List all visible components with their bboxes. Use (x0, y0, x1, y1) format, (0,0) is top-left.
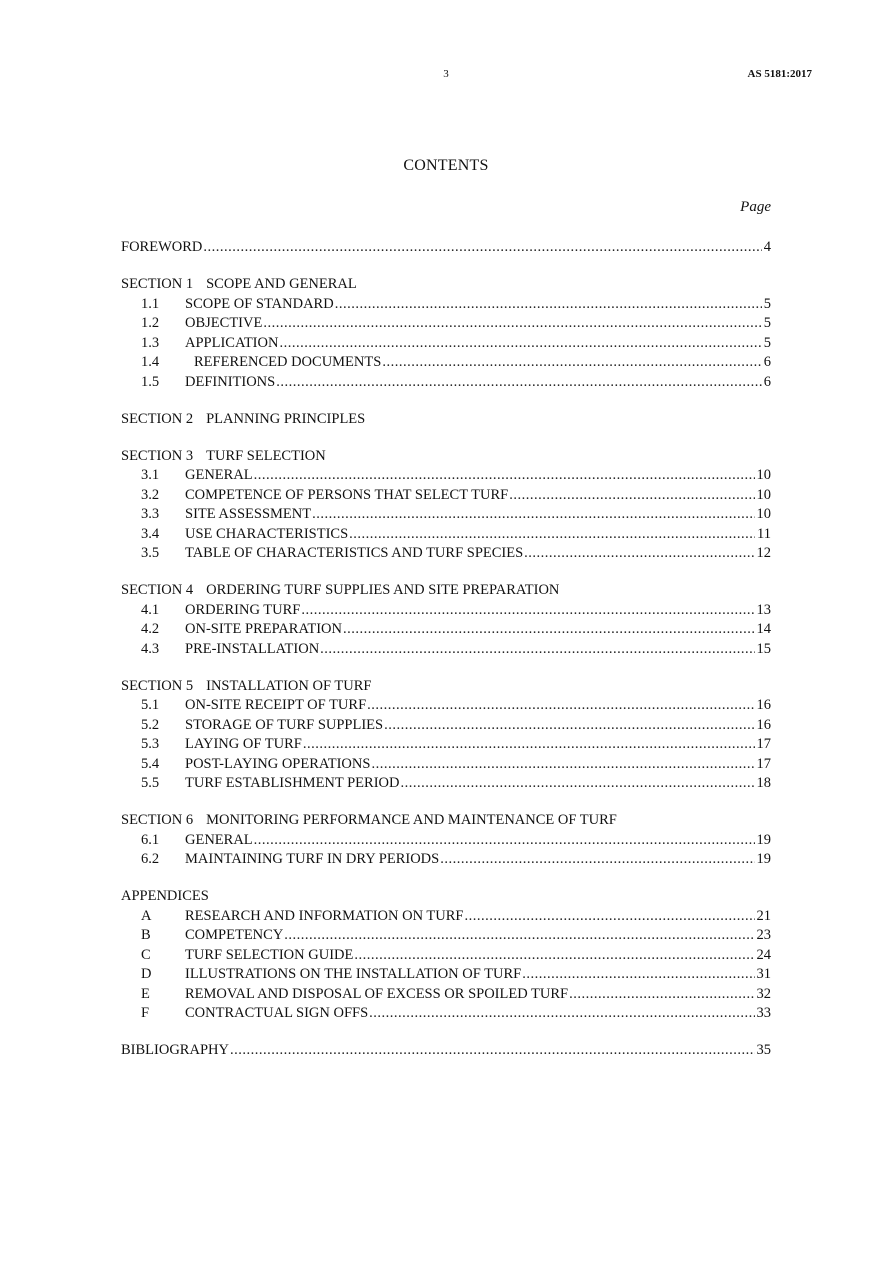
toc-entry-page: 24 (756, 946, 771, 963)
toc-entry-label: STORAGE OF TURF SUPPLIES (185, 716, 384, 733)
section-title: SCOPE AND GENERAL (206, 276, 357, 292)
toc-entry-page: 19 (756, 831, 771, 848)
toc-entry-label: TURF ESTABLISHMENT PERIOD (185, 775, 400, 791)
table-of-contents (121, 238, 771, 1078)
dot-leader (312, 505, 754, 525)
section-number: SECTION 3 (121, 447, 194, 464)
toc-entry-page: 32 (756, 985, 771, 1002)
toc-entry-page: 17 (756, 755, 771, 772)
toc-entry[interactable] (121, 505, 771, 525)
toc-entry[interactable] (121, 735, 771, 755)
dot-leader (522, 965, 754, 985)
toc-entry[interactable] (121, 373, 771, 393)
toc-entry-label: POST-LAYING OPERATIONS (185, 755, 371, 772)
toc-entry-number: 6.1 (141, 831, 160, 848)
toc-entry[interactable] (121, 907, 771, 927)
toc-entry-foreword[interactable] (121, 238, 771, 258)
section-title: ORDERING TURF SUPPLIES AND SITE PREPARATION (206, 582, 560, 598)
toc-entry-bibliography[interactable] (121, 1041, 771, 1061)
toc-section-5 (121, 677, 771, 794)
toc-entry-number: 1.4 (141, 354, 160, 370)
toc-entry-page: 14 (756, 621, 771, 637)
toc-entry[interactable] (121, 1004, 771, 1024)
section-title: TURF SELECTION (206, 447, 326, 464)
section-number: SECTION 6 (121, 812, 194, 828)
toc-entry-number: 1.1 (141, 295, 160, 312)
section-heading[interactable] (121, 447, 771, 467)
toc-entry-page: 33 (756, 1005, 771, 1021)
toc-entry[interactable] (121, 640, 771, 660)
toc-entry-page: 10 (756, 506, 771, 522)
contents-title: CONTENTS (403, 157, 489, 174)
toc-entry-number: 5.3 (141, 736, 160, 752)
toc-entry[interactable] (121, 295, 771, 315)
toc-entry[interactable] (121, 831, 771, 851)
toc-entry-label: ORDERING TURF (185, 601, 301, 618)
toc-entry[interactable] (121, 755, 771, 775)
dot-leader (367, 696, 754, 716)
toc-entry-label: RESEARCH AND INFORMATION ON TURF (185, 907, 464, 924)
toc-entry-label: MAINTAINING TURF IN DRY PERIODS (185, 851, 440, 867)
toc-entry-page: 6 (763, 373, 771, 390)
toc-entry-page: 35 (756, 1042, 771, 1058)
toc-entry-number: 3.1 (141, 467, 160, 483)
toc-entry-number: 3.4 (141, 525, 160, 542)
toc-entry-label: COMPETENCY (185, 927, 284, 943)
toc-entry-label: GENERAL (185, 467, 253, 483)
toc-entry-number: 4.3 (141, 640, 160, 657)
appendices-heading[interactable]: APPENDICES (121, 888, 209, 904)
toc-entry-number: 5.4 (141, 755, 160, 772)
dot-leader (276, 373, 762, 393)
toc-entry-page: 16 (756, 716, 771, 733)
toc-entry-number: 6.2 (141, 851, 160, 867)
dot-leader (203, 238, 761, 258)
section-heading[interactable] (121, 677, 771, 697)
dot-leader (524, 544, 754, 564)
toc-entry-label: DEFINITIONS (185, 373, 276, 390)
toc-entry-page: 10 (756, 467, 771, 483)
toc-entry[interactable] (121, 946, 771, 966)
dot-leader (354, 946, 754, 966)
toc-entry[interactable] (121, 985, 771, 1005)
toc-entry-label: LAYING OF TURF (185, 736, 302, 752)
section-title: MONITORING PERFORMANCE AND MAINTENANCE OF TURF (206, 812, 617, 828)
toc-entry-label: PRE-INSTALLATION (185, 640, 320, 657)
section-number: SECTION 5 (121, 677, 194, 694)
toc-entry[interactable] (121, 620, 771, 640)
toc-entry-label: TURF SELECTION GUIDE (185, 946, 354, 963)
toc-entry-label: CONTRACTUAL SIGN OFFS (185, 1005, 369, 1021)
section-number: SECTION 4 (121, 582, 194, 598)
toc-entry-page: 4 (763, 239, 771, 255)
toc-entry[interactable] (121, 965, 771, 985)
section-heading[interactable] (121, 811, 771, 831)
section-number: SECTION 1 (121, 276, 194, 292)
toc-entry[interactable] (121, 353, 771, 373)
dot-leader (303, 735, 755, 755)
toc-entry-number: 5.2 (141, 716, 160, 733)
dot-leader (335, 295, 762, 315)
dot-leader (509, 486, 754, 506)
toc-entry[interactable] (121, 850, 771, 870)
toc-entry-number: 4.2 (141, 621, 160, 637)
toc-entry-number: 3.3 (141, 506, 160, 522)
toc-entry[interactable] (121, 601, 771, 621)
toc-entry[interactable] (121, 525, 771, 545)
dot-leader (371, 755, 754, 775)
toc-entry[interactable] (121, 314, 771, 334)
page-column-label: Page (740, 199, 771, 215)
toc-entry-number: 5.1 (141, 697, 160, 713)
toc-entry-page: 10 (756, 486, 771, 503)
toc-entry-page: 18 (756, 775, 771, 791)
section-number: SECTION 2 (121, 410, 194, 427)
toc-entry-page: 5 (763, 315, 771, 331)
dot-leader (440, 850, 754, 870)
dot-leader (263, 314, 761, 334)
toc-entry-label: ON-SITE PREPARATION (185, 621, 342, 637)
toc-entry-label: REFERENCED DOCUMENTS (194, 354, 382, 370)
toc-entry-page: 21 (756, 907, 771, 924)
toc-entry[interactable] (121, 486, 771, 506)
toc-entry-page: 6 (763, 354, 771, 370)
dot-leader (343, 620, 755, 640)
toc-entry-label: APPLICATION (185, 334, 279, 351)
section-title: INSTALLATION OF TURF (206, 677, 372, 694)
section-heading[interactable] (121, 410, 771, 430)
toc-entry-label: ILLUSTRATIONS ON THE INSTALLATION OF TURF (185, 966, 522, 982)
toc-entry-label: GENERAL (185, 831, 253, 848)
dot-leader (369, 1004, 754, 1024)
standard-identifier: AS 5181:2017 (747, 68, 812, 80)
toc-entry-page: 23 (756, 927, 771, 943)
toc-entry[interactable] (121, 544, 771, 564)
toc-entry-page: 12 (756, 545, 771, 561)
toc-entry-label: BIBLIOGRAPHY (121, 1042, 229, 1058)
toc-entry[interactable] (121, 716, 771, 736)
toc-entry-number: 3.5 (141, 545, 160, 561)
toc-bibliography-group (121, 1041, 771, 1061)
toc-entry-label: REMOVAL AND DISPOSAL OF EXCESS OR SPOILED TURF (185, 985, 569, 1002)
dot-leader (384, 716, 754, 736)
toc-entry-number: 1.5 (141, 373, 160, 390)
dot-leader (254, 831, 755, 851)
toc-entry-page: 5 (763, 334, 771, 351)
dot-leader (382, 353, 761, 373)
section-title: PLANNING PRINCIPLES (206, 410, 366, 427)
toc-entry-number: B (141, 927, 151, 943)
toc-entry-label: SCOPE OF STANDARD (185, 295, 334, 312)
toc-entry-number: D (141, 966, 152, 982)
toc-section-6 (121, 811, 771, 870)
toc-entry-label: OBJECTIVE (185, 315, 263, 331)
dot-leader (465, 907, 755, 927)
toc-entry-page: 17 (756, 736, 771, 752)
toc-entry-number: 1.2 (141, 315, 160, 331)
toc-appendices (121, 887, 771, 1024)
toc-entry-page: 11 (757, 525, 771, 542)
toc-entry[interactable] (121, 334, 771, 354)
toc-entry[interactable] (121, 926, 771, 946)
toc-entry-number: 3.2 (141, 486, 160, 503)
toc-entry-page: 5 (763, 295, 771, 312)
dot-leader (279, 334, 761, 354)
section-heading[interactable] (121, 275, 771, 295)
toc-entry-page: 19 (756, 851, 771, 867)
toc-entry[interactable] (121, 696, 771, 716)
toc-section-3 (121, 447, 771, 564)
toc-entry-page: 31 (756, 966, 771, 982)
dot-leader (320, 640, 754, 660)
toc-section-4 (121, 581, 771, 659)
dot-leader (254, 466, 755, 486)
page-number: 3 (443, 68, 449, 80)
toc-entry[interactable] (121, 466, 771, 486)
toc-entry-label: FOREWORD (121, 239, 203, 255)
section-heading[interactable] (121, 581, 771, 601)
toc-entry-number: 1.3 (141, 334, 160, 351)
dot-leader (400, 774, 754, 794)
toc-section-2 (121, 410, 771, 430)
toc-entry-label: SITE ASSESSMENT (185, 506, 312, 522)
dot-leader (230, 1041, 755, 1061)
toc-entry-page: 16 (756, 697, 771, 713)
toc-entry-number: E (141, 985, 150, 1002)
toc-section-1 (121, 275, 771, 392)
dot-leader (284, 926, 754, 946)
toc-entry-label: COMPETENCE OF PERSONS THAT SELECT TURF (185, 486, 509, 503)
toc-entry-label: ON-SITE RECEIPT OF TURF (185, 697, 367, 713)
toc-entry-label: TABLE OF CHARACTERISTICS AND TURF SPECIES (185, 545, 524, 561)
dot-leader (569, 985, 754, 1005)
dot-leader (349, 525, 755, 545)
dot-leader (301, 601, 754, 621)
toc-foreword-group (121, 238, 771, 258)
toc-entry-number: 5.5 (141, 775, 160, 791)
toc-entry-number: C (141, 946, 151, 963)
toc-entry-number: A (141, 907, 152, 924)
toc-entry-page: 15 (756, 640, 771, 657)
toc-entry[interactable] (121, 774, 771, 794)
toc-entry-number: F (141, 1005, 150, 1021)
toc-entry-page: 13 (756, 601, 771, 618)
toc-entry-label: USE CHARACTERISTICS (185, 525, 349, 542)
toc-entry-number: 4.1 (141, 601, 160, 618)
